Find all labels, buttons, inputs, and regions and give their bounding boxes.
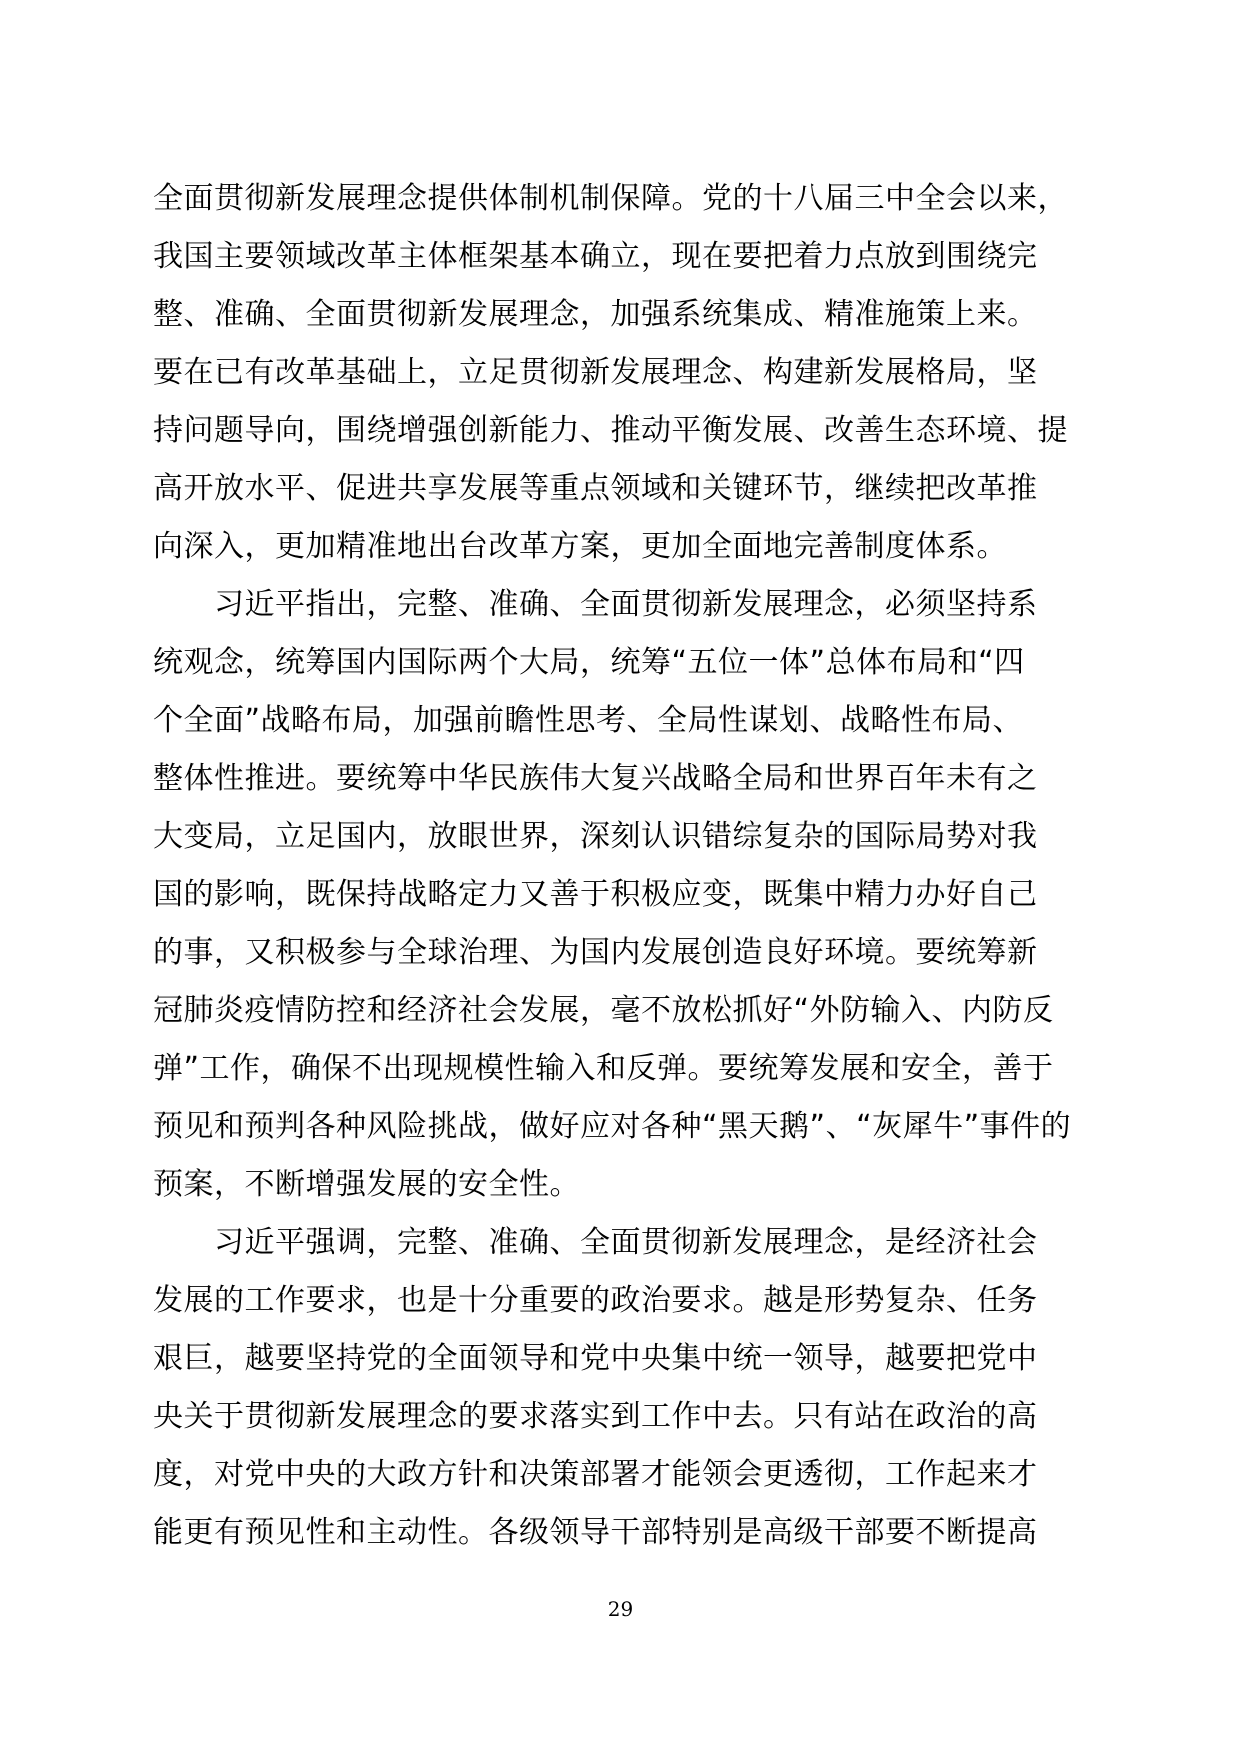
body-text: [153, 170, 1100, 1562]
text-line: 整体性推进。要统筹中华民族伟大复兴战略全局和世界百年未有之: [153, 761, 1038, 796]
text-line: 全面贯彻新发展理念提供体制机制保障。党的十八届三中全会以来，: [153, 181, 1068, 216]
text-line: 预案，不断增强发展的安全性。: [153, 1167, 580, 1202]
text-line: 持问题导向，围绕增强创新能力、推动平衡发展、改善生态环境、提: [153, 413, 1068, 448]
page-number: 29: [607, 1597, 634, 1621]
text-line: 个全面”战略布局，加强前瞻性思考、全局性谋划、战略性布局、: [153, 703, 1024, 738]
text-line: 整、准确、全面贯彻新发展理念，加强系统集成、精准施策上来。: [153, 297, 1038, 332]
text-line: 习近平指出，完整、准确、全面贯彻新发展理念，必须坚持系: [153, 587, 1038, 622]
text-line: 国的影响，既保持战略定力又善于积极应变，既集中精力办好自己: [153, 877, 1038, 912]
text-line: 大变局，立足国内，放眼世界，深刻认识错综复杂的国际局势对我: [153, 819, 1038, 854]
text-line: 度，对党中央的大政方针和决策部署才能领会更透彻，工作起来才: [153, 1457, 1038, 1492]
text-line: 要在已有改革基础上，立足贯彻新发展理念、构建新发展格局，坚: [153, 355, 1038, 390]
text-line: 能更有预见性和主动性。各级领导干部特别是高级干部要不断提高: [153, 1515, 1038, 1550]
text-line: 我国主要领域改革主体框架基本确立，现在要把着力点放到围绕完: [153, 239, 1038, 274]
text-line: 习近平强调，完整、准确、全面贯彻新发展理念，是经济社会: [153, 1225, 1038, 1260]
text-line: 统观念，统筹国内国际两个大局，统筹“五位一体”总体布局和“四: [153, 645, 1025, 680]
text-line: 艰巨，越要坚持党的全面领导和党中央集中统一领导，越要把党中: [153, 1341, 1038, 1376]
text-line: 央关于贯彻新发展理念的要求落实到工作中去。只有站在政治的高: [153, 1399, 1038, 1434]
text-line: 弹”工作，确保不出现规模性输入和反弹。要统筹发展和安全，善于: [153, 1051, 1054, 1086]
text-line: 发展的工作要求，也是十分重要的政治要求。越是形势复杂、任务: [153, 1283, 1038, 1318]
text-line: 向深入，更加精准地出台改革方案，更加全面地完善制度体系。: [153, 529, 1007, 564]
text-line: 冠肺炎疫情防控和经济社会发展，毫不放松抓好“外防输入、内防反: [153, 993, 1054, 1028]
text-line: 高开放水平、促进共享发展等重点领域和关键环节，继续把改革推: [153, 471, 1038, 506]
text-line: 预见和预判各种风险挑战，做好应对各种“黑天鹅”、“灰犀牛”事件的: [153, 1109, 1072, 1144]
text-line: 的事，又积极参与全球治理、为国内发展创造良好环境。要统筹新: [153, 935, 1038, 970]
